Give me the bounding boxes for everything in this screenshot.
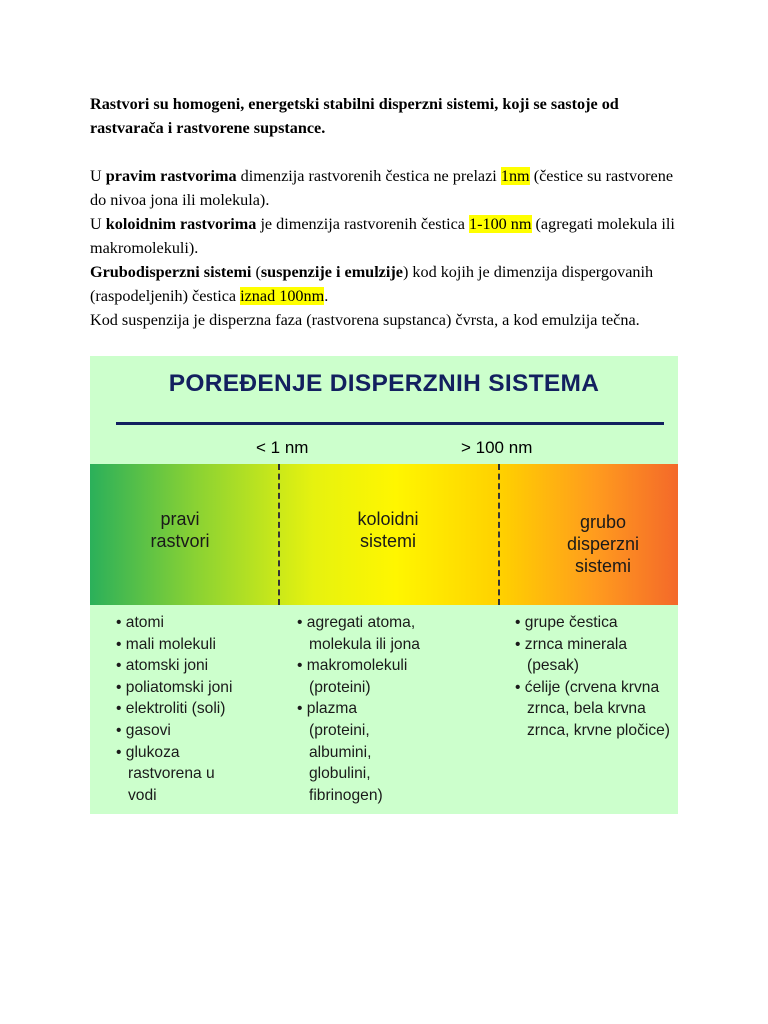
- category-grubo-disperzni-sistemi: grubo disperzni sistemi: [566, 512, 640, 576]
- intro-paragraph: Rastvori su homogeni, energetski stabilni disperzni sistemi, koji se sastoje od rastvarača i rastvorene supstance.: [90, 95, 619, 137]
- list-item: • atomski joni: [116, 655, 286, 677]
- highlight-iznad-100nm: iznad 100nm: [240, 287, 325, 305]
- suspenzije-emulzije-term: suspenzije i emulzije: [260, 263, 403, 281]
- suspenzija-emulzija-paragraph: Kod suspenzija je disperzna faza (rastvorena supstanca) čvrsta, a kod emulzija tečna.: [90, 311, 640, 329]
- list-item: • mali molekuli: [116, 634, 286, 656]
- category-pravi-rastvori: pravi rastvori: [150, 509, 210, 551]
- title-underline: [116, 422, 664, 425]
- list-item: • atomi: [116, 612, 286, 634]
- particle-size-gradient-band: [90, 464, 678, 605]
- list-item: • plazma (proteini, albumini, globulini, fibrinogen): [297, 698, 421, 806]
- grubodisperzni-term: Grubodisperzni sistemi: [90, 263, 252, 281]
- grubodisperzni-paragraph: Grubodisperzni sistemi (suspenzije i emulzije) kod kojih je dimenzija dispergovanih (raspodeljenih) čestica iznad 100nm.: [90, 263, 654, 305]
- highlight-1-100nm: 1-100 nm: [469, 215, 532, 233]
- list-item: • agregati atoma, molekula ili jona: [297, 612, 469, 655]
- pravi-rastvori-term: pravim rastvorima: [105, 167, 237, 185]
- list-item: • makromolekuli (proteini): [297, 655, 449, 698]
- list-item: • zrnca minerala (pesak): [515, 634, 667, 677]
- figure-title: POREĐENJE DISPERZNIH SISTEMA: [168, 370, 600, 397]
- list-item: • elektroliti (soli): [116, 698, 286, 720]
- koloidni-rastvori-paragraph: U koloidnim rastvorima je dimenzija rastvorenih čestica 1-100 nm (agregati molekula ili makromolekuli).: [90, 215, 675, 257]
- document-text: [90, 92, 680, 332]
- list-item: • grupe čestica: [515, 612, 677, 634]
- list-item: • gasovi: [116, 720, 286, 742]
- list-item: • glukoza rastvorena u vodi: [116, 742, 236, 807]
- highlight-1nm: 1nm: [500, 167, 530, 185]
- list-item: • poliatomski joni: [116, 677, 286, 699]
- examples-list-grubo-disperzni: [515, 612, 677, 742]
- boundary-divider-100nm: [498, 464, 500, 605]
- examples-list-koloidni-sistemi: [297, 612, 487, 806]
- examples-list-pravi-rastvori: [116, 612, 286, 806]
- category-koloidni-sistemi: koloidni sistemi: [357, 509, 419, 551]
- boundary-divider-1nm: [278, 464, 280, 605]
- comparison-figure: [90, 356, 678, 814]
- koloidni-rastvori-term: koloidnim rastvorima: [105, 215, 257, 233]
- list-item: • ćelije (crvena krvna zrnca, bela krvna zrnca, krvne pločice): [515, 677, 677, 742]
- pravi-rastvori-paragraph: U pravim rastvorima dimenzija rastvorenih čestica ne prelazi 1nm (čestice su rastvorene do nivoa jona ili molekula).: [90, 167, 674, 209]
- size-label-less-than-1nm: < 1 nm: [256, 438, 309, 457]
- size-label-greater-than-100nm: > 100 nm: [461, 438, 533, 457]
